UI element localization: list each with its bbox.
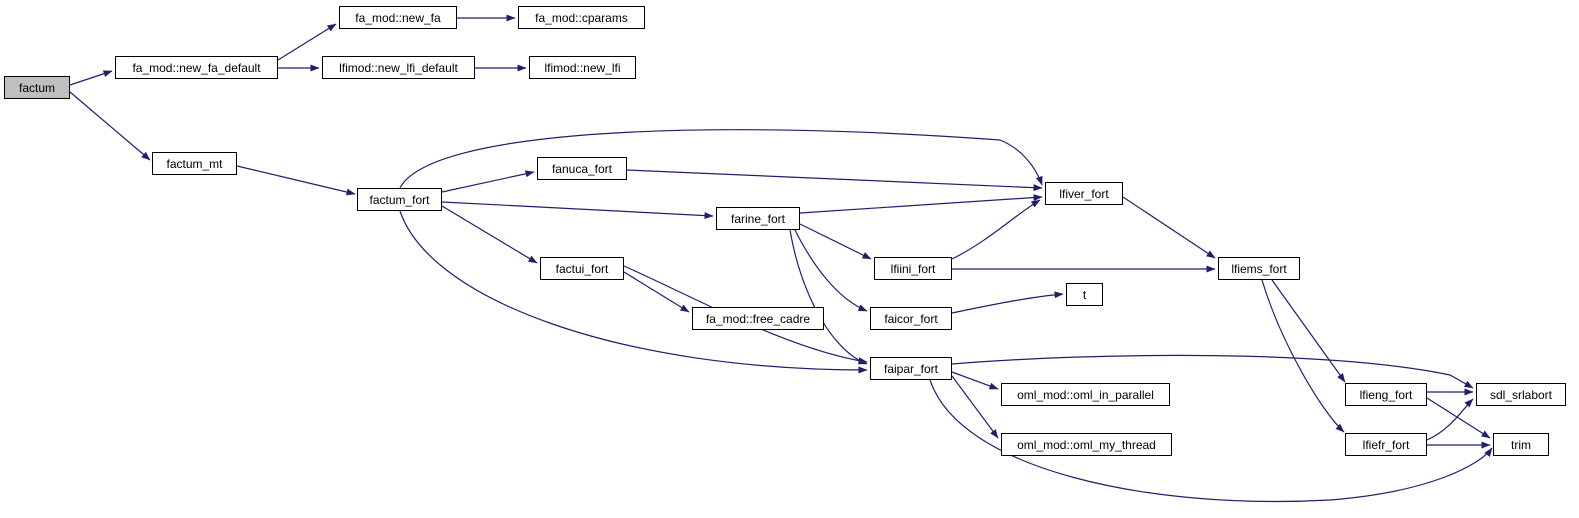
graph-node-factui-fort[interactable]: factui_fort xyxy=(540,257,624,280)
graph-node-factum[interactable]: factum xyxy=(4,76,70,99)
graph-node-fa-mod-free-cadre[interactable]: fa_mod::free_cadre xyxy=(692,307,824,330)
graph-node-oml-mod-oml-in-parallel[interactable]: oml_mod::oml_in_parallel xyxy=(1001,383,1170,406)
graph-node-fa-mod-new-fa[interactable]: fa_mod::new_fa xyxy=(339,6,457,29)
graph-node-oml-mod-oml-my-thread[interactable]: oml_mod::oml_my_thread xyxy=(1001,433,1172,456)
graph-node-fa-mod-new-fa-default[interactable]: fa_mod::new_fa_default xyxy=(115,56,278,79)
graph-node-farine-fort[interactable]: farine_fort xyxy=(716,207,800,230)
graph-node-lfimod-new-lfi-default[interactable]: lfimod::new_lfi_default xyxy=(322,56,475,79)
graph-node-lfiems-fort[interactable]: lfiems_fort xyxy=(1218,257,1300,280)
graph-node-t[interactable]: t xyxy=(1066,283,1103,306)
graph-node-faicor-fort[interactable]: faicor_fort xyxy=(870,307,952,330)
graph-node-factum-mt[interactable]: factum_mt xyxy=(152,152,237,175)
graph-node-trim[interactable]: trim xyxy=(1493,433,1549,456)
graph-node-lfieng-fort[interactable]: lfieng_fort xyxy=(1345,383,1427,406)
graph-node-sdl-srlabort[interactable]: sdl_srlabort xyxy=(1476,383,1566,406)
graph-node-lfiver-fort[interactable]: lfiver_fort xyxy=(1045,182,1123,205)
graph-node-faipar-fort[interactable]: faipar_fort xyxy=(870,357,952,380)
graph-node-fanuca-fort[interactable]: fanuca_fort xyxy=(537,157,627,180)
graph-node-lfiini-fort[interactable]: lfiini_fort xyxy=(874,257,952,280)
graph-node-factum-fort[interactable]: factum_fort xyxy=(357,188,442,211)
graph-node-lfimod-new-lfi[interactable]: lfimod::new_lfi xyxy=(529,56,636,79)
graph-node-lfiefr-fort[interactable]: lfiefr_fort xyxy=(1345,433,1427,456)
graph-node-fa-mod-cparams[interactable]: fa_mod::cparams xyxy=(518,6,645,29)
